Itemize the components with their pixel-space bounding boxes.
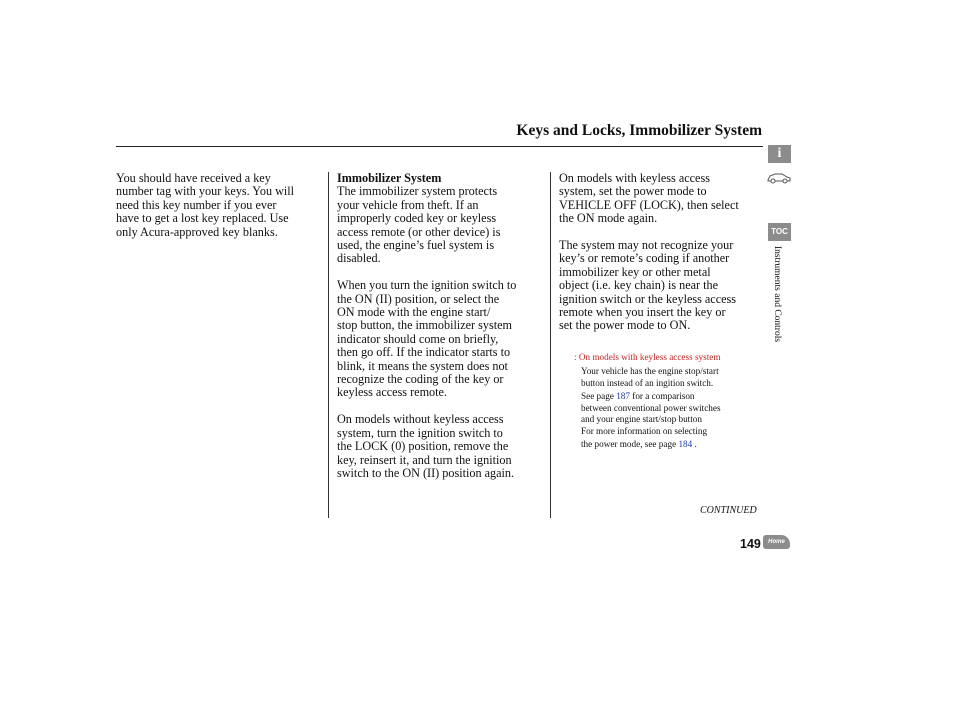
- section-label: Instruments and Controls: [772, 246, 782, 343]
- text-line: need this key number if you ever: [116, 197, 277, 212]
- text-line: key, reinsert it, and turn the ignition: [337, 452, 512, 467]
- footnote-text: for a comparison: [632, 391, 695, 401]
- column-2: [337, 172, 516, 494]
- text-line: VEHICLE OFF (LOCK), then select: [559, 197, 739, 212]
- column-1: [116, 172, 294, 239]
- header-rule: [116, 146, 763, 147]
- footnote-text: See page: [581, 391, 614, 401]
- footnote-text: the power mode, see page: [581, 439, 677, 449]
- text-line: ignition switch or the keyless access: [559, 291, 737, 306]
- footnote-line: and your engine start/stop button: [581, 414, 702, 424]
- text-line: the ON (II) position, or select the: [337, 291, 500, 306]
- text-line: then go off. If the indicator starts to: [337, 345, 511, 360]
- page-link-187[interactable]: 187: [616, 391, 630, 401]
- column-divider-2: [550, 172, 551, 518]
- continued-label: CONTINUED: [700, 505, 757, 516]
- footnote-line: For more information on selecting: [581, 426, 708, 436]
- text-line: key’s or remote’s coding if another: [559, 251, 730, 266]
- paragraph-2: [559, 239, 739, 333]
- text-line: the LOCK (0) position, remove the: [337, 439, 509, 454]
- text-line: have to get a lost key replaced. Use: [116, 211, 289, 226]
- paragraph-1: [559, 172, 739, 226]
- paragraph-2: [337, 279, 516, 400]
- column-divider-1: [328, 172, 329, 518]
- text-line: set the power mode to ON.: [559, 318, 691, 333]
- text-line: object (i.e. key chain) is near the: [559, 278, 719, 293]
- home-button[interactable]: Home: [763, 535, 790, 549]
- text-line: recognize the coding of the key or: [337, 372, 504, 387]
- toc-button[interactable]: TOC: [768, 223, 791, 241]
- footnote-line: Your vehicle has the engine stop/start: [581, 366, 719, 376]
- footnote-line: [581, 390, 695, 402]
- text-line: switch to the ON (II) position again.: [337, 465, 515, 480]
- car-icon-graphic: [766, 168, 792, 186]
- text-line: disabled.: [337, 251, 381, 266]
- info-icon[interactable]: i: [768, 145, 791, 163]
- text-line: system, turn the ignition switch to: [337, 425, 503, 440]
- paragraph-1: [337, 185, 516, 265]
- footnote-text: .: [694, 439, 697, 449]
- text-line: keyless access remote.: [337, 385, 447, 400]
- footnote-line: [581, 438, 697, 450]
- text-line: used, the engine’s fuel system is: [337, 238, 495, 253]
- text-line: your vehicle from theft. If an: [337, 197, 479, 212]
- column-3: [559, 172, 739, 346]
- text-line: number tag with your keys. You will: [116, 184, 295, 199]
- car-icon[interactable]: [766, 168, 792, 186]
- text-line: remote when you insert the key or: [559, 305, 726, 320]
- section-heading: Immobilizer System: [337, 171, 442, 185]
- text-line: The immobilizer system protects: [337, 184, 498, 199]
- text-line: On models with keyless access: [559, 171, 710, 185]
- footnote-title: [574, 351, 720, 363]
- footnote-title-text: On models with keyless access system: [578, 352, 721, 362]
- text-line: The system may not recognize your: [559, 238, 734, 253]
- text-line: On models without keyless access: [337, 412, 504, 427]
- page-number: 149: [740, 537, 761, 551]
- text-line: improperly coded key or keyless: [337, 211, 497, 226]
- text-line: indicator should come on briefly,: [337, 331, 499, 346]
- text-line: stop button, the immobilizer system: [337, 318, 513, 333]
- text-line: When you turn the ignition switch to: [337, 278, 517, 293]
- text-line: immobilizer key or other metal: [559, 264, 711, 279]
- text-line: system, set the power mode to: [559, 184, 707, 199]
- paragraph-3: [337, 413, 516, 480]
- page-title: Keys and Locks, Immobilizer System: [516, 122, 762, 139]
- text-line: ON mode with the engine start/: [337, 305, 491, 320]
- text-line: blink, it means the system does not: [337, 358, 508, 373]
- footnote-line: button instead of an ingition switch.: [581, 378, 714, 388]
- footnote-marker: :: [574, 352, 577, 362]
- text-line: only Acura-approved key blanks.: [116, 224, 278, 239]
- text-line: access remote (or other device) is: [337, 224, 501, 239]
- text-line: You should have received a key: [116, 171, 271, 185]
- footnote-line: between conventional power switches: [581, 403, 721, 413]
- text-line: the ON mode again.: [559, 211, 658, 226]
- page-link-184[interactable]: 184: [678, 439, 693, 449]
